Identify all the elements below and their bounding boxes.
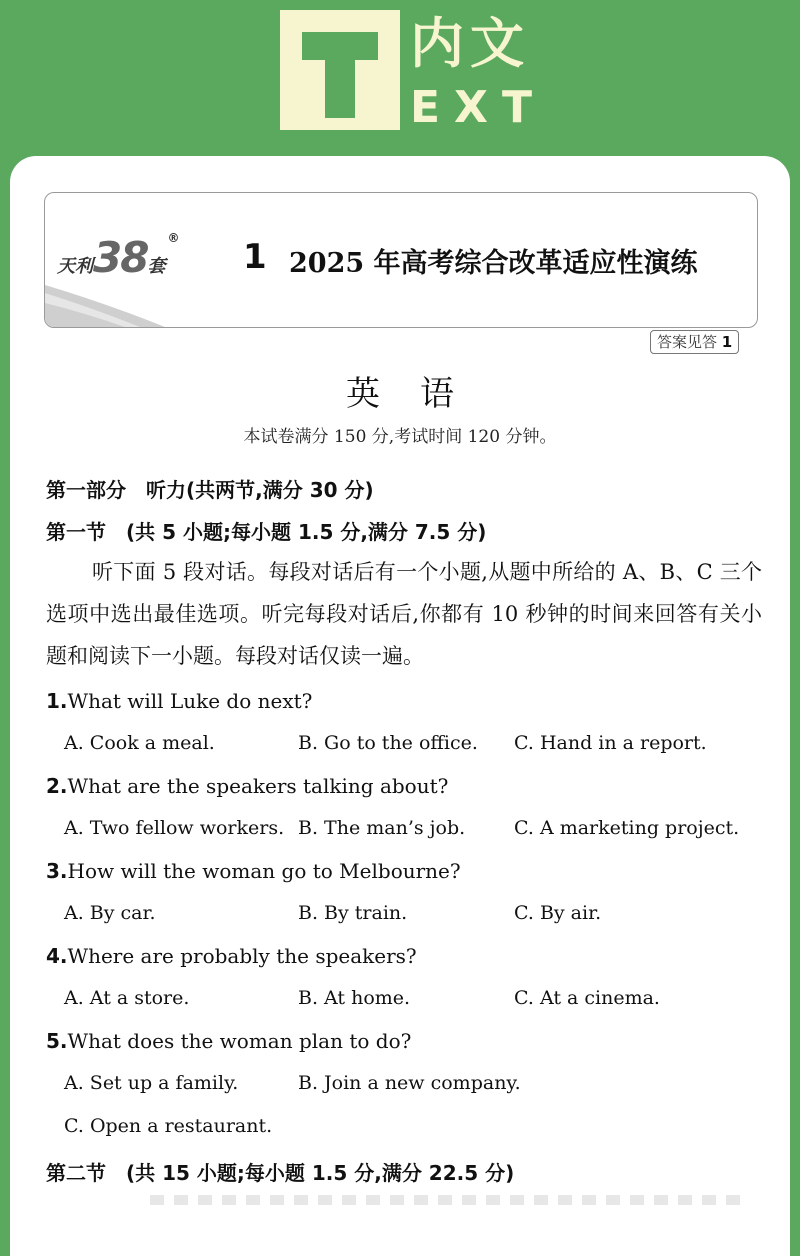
question-number: 2. bbox=[46, 774, 68, 798]
question-number: 1. bbox=[46, 689, 68, 713]
q2-option-b: B. The man’s job. bbox=[298, 817, 466, 839]
question-number: 5. bbox=[46, 1029, 68, 1053]
q1-option-b: B. Go to the office. bbox=[298, 732, 478, 754]
answer-reference-badge bbox=[650, 330, 739, 354]
question-2 bbox=[46, 774, 448, 798]
question-text: Where are probably the speakers? bbox=[67, 944, 417, 968]
header-chinese-title: 内文 bbox=[410, 12, 530, 75]
header-english-title: EXT bbox=[410, 82, 546, 133]
q4-option-c: C. At a cinema. bbox=[514, 987, 660, 1009]
q5-option-a: A. Set up a family. bbox=[64, 1072, 239, 1094]
q3-option-b: B. By train. bbox=[298, 902, 408, 924]
question-3 bbox=[46, 859, 461, 883]
cut-off-text-line bbox=[150, 1195, 750, 1205]
q3-option-c: C. By air. bbox=[514, 902, 602, 924]
q2-option-c: C. A marketing project. bbox=[514, 817, 740, 839]
q4-option-a: A. At a store. bbox=[64, 987, 190, 1009]
header-t-logo bbox=[280, 10, 400, 130]
brand-number: 38 bbox=[93, 233, 148, 282]
t-logo-top-bar bbox=[302, 32, 378, 60]
brand-suffix: 套 bbox=[147, 256, 166, 277]
subject-title: 英语 bbox=[346, 374, 494, 414]
instructions-paragraph: 听下面 5 段对话。每段对话后有一个小题,从题中所给的 A、B、C 三个选项中选出最佳选项。听完每段对话后,你都有 10 秒钟的时间来回答有关小题和阅读下一小题。每段对话仅读一遍。 bbox=[46, 560, 762, 668]
question-text: How will the woman go to Melbourne? bbox=[67, 859, 461, 883]
title-box bbox=[44, 192, 758, 328]
paper-title: 2025 年高考综合改革适应性演练 bbox=[289, 248, 698, 279]
q1-option-a: A. Cook a meal. bbox=[64, 732, 215, 754]
q4-option-b: B. At home. bbox=[298, 987, 411, 1009]
answer-ref-text: 答案见答 bbox=[657, 333, 718, 351]
question-5 bbox=[46, 1029, 411, 1053]
brand-logo bbox=[57, 231, 180, 282]
section2-heading: 第二节 (共 15 小题;每小题 1.5 分,满分 22.5 分) bbox=[46, 1161, 515, 1185]
question-text: What will Luke do next? bbox=[67, 689, 313, 713]
question-4 bbox=[46, 944, 417, 968]
q5-option-c: C. Open a restaurant. bbox=[64, 1115, 273, 1137]
part1-heading: 第一部分 听力(共两节,满分 30 分) bbox=[46, 478, 374, 502]
question-number: 3. bbox=[46, 859, 68, 883]
answer-ref-page: 1 bbox=[721, 333, 733, 351]
brand-prefix: 天利 bbox=[57, 256, 93, 277]
t-logo-stem bbox=[325, 60, 355, 118]
q1-option-c: C. Hand in a report. bbox=[514, 732, 707, 754]
paper-number: 1 bbox=[243, 237, 267, 277]
q3-option-a: A. By car. bbox=[64, 902, 156, 924]
registered-mark: ® bbox=[167, 231, 180, 245]
question-1 bbox=[46, 689, 312, 713]
question-text: What does the woman plan to do? bbox=[67, 1029, 412, 1053]
section1-heading: 第一节 (共 5 小题;每小题 1.5 分,满分 7.5 分) bbox=[46, 520, 487, 544]
question-text: What are the speakers talking about? bbox=[67, 774, 449, 798]
paper-page bbox=[10, 156, 790, 1256]
q5-option-b: B. Join a new company. bbox=[298, 1072, 521, 1094]
exam-note: 本试卷满分 150 分,考试时间 120 分钟。 bbox=[243, 427, 557, 447]
question-number: 4. bbox=[46, 944, 68, 968]
q2-option-a: A. Two fellow workers. bbox=[64, 817, 285, 839]
